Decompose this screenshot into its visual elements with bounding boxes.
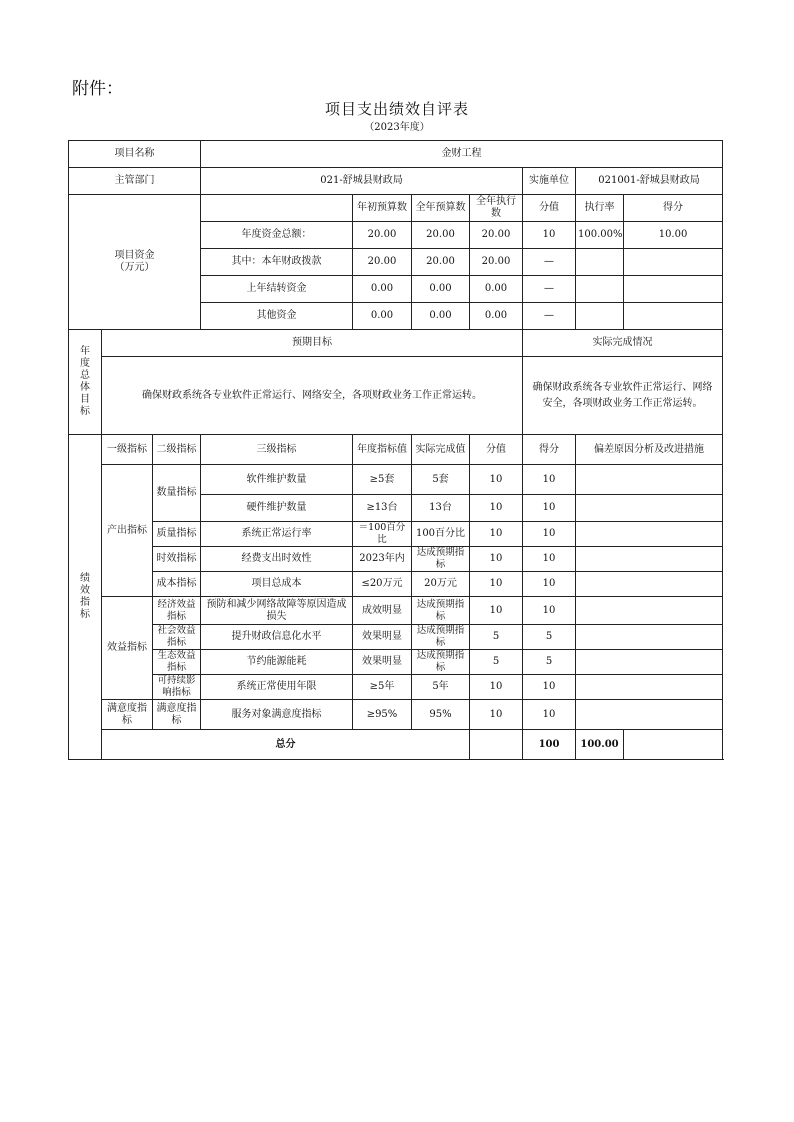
funds-row-executed: 0.00 <box>470 276 523 303</box>
funds-header-score: 得分 <box>624 195 723 222</box>
funds-row-name: 其中：本年财政拨款 <box>201 249 353 276</box>
indicator-row <box>69 700 723 730</box>
actual-value-header: 实际完成值 <box>412 435 470 465</box>
goals-label <box>69 330 102 435</box>
goals-label-char: 总 <box>80 370 90 381</box>
funds-row-name: 上年结转资金 <box>201 276 353 303</box>
funds-row-annual: 20.00 <box>412 249 470 276</box>
score-value-header: 分值 <box>470 435 523 465</box>
goals-label-char: 年 <box>80 346 90 357</box>
attachment-label: 附件： <box>72 79 123 99</box>
indicator-actual: 达成预期指标 <box>412 625 470 650</box>
funds-header-rate: 执行率 <box>576 195 624 222</box>
funds-row-annual: 0.00 <box>412 303 470 330</box>
funds-header-annual: 全年预算数 <box>412 195 470 222</box>
target-header: 年度指标值 <box>353 435 412 465</box>
economic-indicator-label: 经济效益指标 <box>153 597 201 625</box>
indicator-score: 10 <box>523 572 576 597</box>
actual-completion-text: 确保财政系统各专业软件正常运行、网络安全，各项财政业务工作正常运转。 <box>523 357 723 435</box>
indicator-deviation <box>576 650 723 675</box>
total-label: 总分 <box>102 730 470 760</box>
indicator-score-value: 10 <box>470 675 523 700</box>
funds-row-rate <box>576 276 624 303</box>
indicator-score: 10 <box>523 465 576 495</box>
indicator-score-value: 5 <box>470 650 523 675</box>
indicator-deviation <box>576 547 723 572</box>
indicator-actual: 5套 <box>412 465 470 495</box>
goals-label-char: 体 <box>80 382 90 393</box>
funds-header-blank <box>201 195 353 222</box>
funds-row-rate <box>576 303 624 330</box>
goals-label-char: 度 <box>80 358 90 369</box>
indicator-actual: 5年 <box>412 675 470 700</box>
indicator-actual: 13台 <box>412 495 470 522</box>
indicator-target: ≤20万元 <box>353 572 412 597</box>
level3-header: 三级指标 <box>201 435 353 465</box>
funds-row-name: 年度资金总额： <box>201 222 353 249</box>
expected-goal-text: 确保财政系统各专业软件正常运行、网络安全，各项财政业务工作正常运转。 <box>102 357 523 435</box>
output-indicators-label: 产出指标 <box>102 465 153 597</box>
indicator-score-value: 10 <box>470 572 523 597</box>
indicator-name: 节约能源能耗 <box>201 650 353 675</box>
indicator-score-value: 10 <box>470 495 523 522</box>
indicator-name: 预防和减少网络故障等原因造成损失 <box>201 597 353 625</box>
indicator-deviation <box>576 495 723 522</box>
indicator-name: 服务对象满意度指标 <box>201 700 353 730</box>
indicator-deviation <box>576 522 723 547</box>
total-score-value: 100 <box>523 730 576 760</box>
total-score: 100.00 <box>576 730 624 760</box>
implementing-unit-value: 021001-舒城县财政局 <box>576 168 723 195</box>
page-title: 项目支出绩效自评表 <box>324 100 469 118</box>
goals-label-char: 标 <box>80 406 90 417</box>
funds-row-initial: 0.00 <box>353 303 412 330</box>
timeliness-indicator-label: 时效指标 <box>153 547 201 572</box>
indicator-score: 10 <box>523 597 576 625</box>
indicator-actual: 达成预期指标 <box>412 547 470 572</box>
funds-row-score <box>624 249 723 276</box>
indicator-row <box>69 522 723 547</box>
department-row <box>69 168 723 195</box>
score-header: 得分 <box>523 435 576 465</box>
indicator-row <box>69 597 723 625</box>
funds-row-executed: 20.00 <box>470 222 523 249</box>
benefit-indicators-label: 效益指标 <box>102 597 153 700</box>
department-value: 021-舒城县财政局 <box>201 168 523 195</box>
indicator-row <box>69 675 723 700</box>
funds-row-rate: 100.00% <box>576 222 624 249</box>
social-indicator-label: 社会效益指标 <box>153 625 201 650</box>
project-name-row <box>69 141 723 168</box>
indicator-row <box>69 465 723 495</box>
indicator-actual: 95% <box>412 700 470 730</box>
indicator-target: ≥13台 <box>353 495 412 522</box>
indicator-score-value: 10 <box>470 700 523 730</box>
indicator-deviation <box>576 572 723 597</box>
indicator-target: 成效明显 <box>353 597 412 625</box>
indicator-target: ≥5套 <box>353 465 412 495</box>
indicators-label-char: 标 <box>80 609 90 620</box>
goals-label-char: 目 <box>80 394 90 405</box>
funds-row-score-value: 10 <box>523 222 576 249</box>
indicator-deviation <box>576 700 723 730</box>
deviation-header: 偏差原因分析及改进措施 <box>576 435 723 465</box>
funds-label-text: 项目资金 <box>114 250 155 261</box>
indicator-target: 效果明显 <box>353 625 412 650</box>
indicator-name: 项目总成本 <box>201 572 353 597</box>
indicator-target: 效果明显 <box>353 650 412 675</box>
indicator-score: 10 <box>523 495 576 522</box>
actual-completion-header: 实际完成情况 <box>523 330 723 357</box>
indicator-score-value: 10 <box>470 522 523 547</box>
indicator-name: 软件维护数量 <box>201 465 353 495</box>
funds-header-row <box>69 195 723 222</box>
indicator-score-value: 10 <box>470 465 523 495</box>
goals-content-row <box>69 357 723 435</box>
indicator-deviation <box>576 625 723 650</box>
indicator-score-value: 10 <box>470 547 523 572</box>
indicator-row <box>69 547 723 572</box>
project-name-value: 金财工程 <box>201 141 723 168</box>
indicator-deviation <box>576 675 723 700</box>
funds-header-initial: 年初预算数 <box>353 195 412 222</box>
indicator-deviation <box>576 597 723 625</box>
funds-row-score-value: — <box>523 303 576 330</box>
indicator-name: 硬件维护数量 <box>201 495 353 522</box>
ecological-indicator-label: 生态效益指标 <box>153 650 201 675</box>
level1-header: 一级指标 <box>102 435 153 465</box>
funds-row-executed: 0.00 <box>470 303 523 330</box>
indicator-actual: 达成预期指标 <box>412 597 470 625</box>
total-row <box>69 730 723 760</box>
level2-header: 二级指标 <box>153 435 201 465</box>
funds-label <box>69 195 201 330</box>
indicator-name: 提升财政信息化水平 <box>201 625 353 650</box>
indicators-label <box>69 435 102 760</box>
cost-indicator-label: 成本指标 <box>153 572 201 597</box>
indicator-score: 10 <box>523 700 576 730</box>
year-label: （2023年度） <box>364 122 430 133</box>
sustainable-indicator-label: 可持续影响指标 <box>153 675 201 700</box>
indicator-row <box>69 625 723 650</box>
funds-row-executed: 20.00 <box>470 249 523 276</box>
funds-row-initial: 20.00 <box>353 249 412 276</box>
indicator-score: 5 <box>523 650 576 675</box>
quality-indicator-label: 质量指标 <box>153 522 201 547</box>
funds-row-initial: 20.00 <box>353 222 412 249</box>
indicator-score-value: 10 <box>470 597 523 625</box>
indicator-score: 10 <box>523 547 576 572</box>
indicator-score: 10 <box>523 522 576 547</box>
indicator-target: ≥95% <box>353 700 412 730</box>
indicator-target: 2023年内 <box>353 547 412 572</box>
funds-row-rate <box>576 249 624 276</box>
funds-row-score <box>624 276 723 303</box>
funds-row-name: 其他资金 <box>201 303 353 330</box>
funds-header-score-value: 分值 <box>523 195 576 222</box>
implementing-unit-label: 实施单位 <box>523 168 576 195</box>
indicator-target: ＝100百分比 <box>353 522 412 547</box>
expected-goal-header: 预期目标 <box>102 330 523 357</box>
total-deviation <box>624 730 723 760</box>
total-blank <box>470 730 523 760</box>
indicator-actual: 20万元 <box>412 572 470 597</box>
project-name-label: 项目名称 <box>69 141 201 168</box>
funds-header-executed: 全年执行数 <box>470 195 523 222</box>
indicator-score: 10 <box>523 675 576 700</box>
indicator-score: 5 <box>523 625 576 650</box>
indicator-deviation <box>576 465 723 495</box>
self-evaluation-table <box>68 140 723 760</box>
funds-row-initial: 0.00 <box>353 276 412 303</box>
funds-row-score <box>624 303 723 330</box>
indicator-name: 系统正常使用年限 <box>201 675 353 700</box>
indicators-label-char: 效 <box>80 585 90 596</box>
goals-header-row <box>69 330 723 357</box>
funds-row-annual: 0.00 <box>412 276 470 303</box>
department-label: 主管部门 <box>69 168 201 195</box>
indicator-actual: 100百分比 <box>412 522 470 547</box>
funds-row-annual: 20.00 <box>412 222 470 249</box>
indicator-score-value: 5 <box>470 625 523 650</box>
funds-row-score-value: — <box>523 276 576 303</box>
indicator-name: 系统正常运行率 <box>201 522 353 547</box>
funds-row-score-value: — <box>523 249 576 276</box>
quantity-indicator-label: 数量指标 <box>153 465 201 522</box>
indicator-row <box>69 650 723 675</box>
satisfaction-level2-label: 满意度指标 <box>153 700 201 730</box>
satisfaction-indicators-label: 满意度指标 <box>102 700 153 730</box>
funds-unit-text: （万元） <box>114 262 155 273</box>
indicators-header-row <box>69 435 723 465</box>
indicator-row <box>69 572 723 597</box>
indicator-name: 经费支出时效性 <box>201 547 353 572</box>
indicator-actual: 达成预期指标 <box>412 650 470 675</box>
indicators-label-char: 绩 <box>80 573 90 584</box>
indicators-label-char: 指 <box>80 597 90 608</box>
funds-row-score: 10.00 <box>624 222 723 249</box>
indicator-target: ≥5年 <box>353 675 412 700</box>
